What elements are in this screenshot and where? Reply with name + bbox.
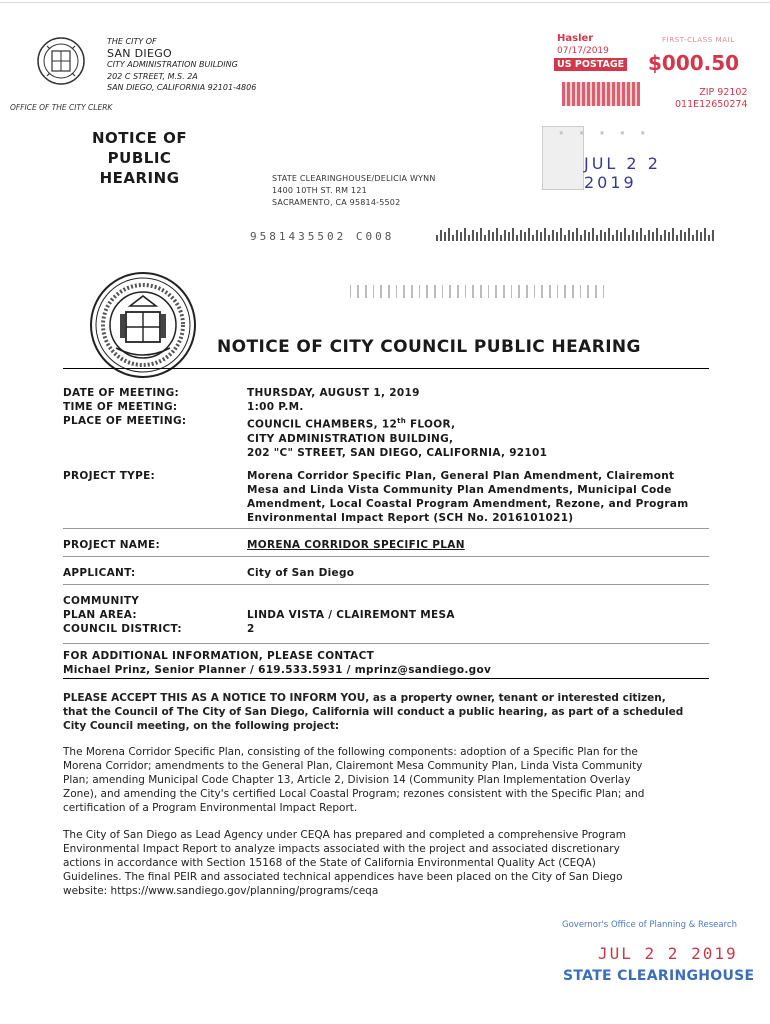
- postal-bar: [636, 232, 638, 241]
- ceqa-paragraph: [63, 828, 709, 898]
- place-label: PLACE OF MEETING:: [63, 415, 187, 427]
- gray-bar: [526, 285, 528, 298]
- notice-heading-left: [92, 128, 187, 188]
- place-value-1sup: th: [397, 417, 406, 425]
- gray-bar: [403, 285, 405, 298]
- ceqa-line-2: Environmental Impact Report to analyze impacts associated with the project and associated discretionary: [63, 843, 620, 855]
- postal-bar: [504, 230, 506, 241]
- postal-bar: [476, 232, 478, 241]
- gray-bar: [388, 285, 390, 298]
- postal-barcode: [436, 228, 722, 241]
- postal-bar: [460, 232, 462, 241]
- gray-bar: [603, 285, 604, 298]
- recipient-address: [272, 173, 436, 209]
- postal-bar: [528, 228, 530, 241]
- date-value: THURSDAY, AUGUST 1, 2019: [247, 387, 420, 399]
- postage-zip-code: ZIP 92102: [699, 87, 748, 98]
- postal-bar: [612, 235, 614, 241]
- notice-line-2: PUBLIC: [107, 149, 172, 167]
- postal-bar: [520, 230, 522, 241]
- city-seal-icon: [88, 270, 198, 380]
- postal-bar: [524, 232, 526, 241]
- postal-bar: [500, 235, 502, 241]
- gray-bar: [534, 285, 535, 298]
- community-label-2: PLAN AREA:: [63, 609, 137, 621]
- postal-bar: [596, 235, 598, 241]
- postal-bar: [568, 230, 570, 241]
- opr-clearinghouse: STATE CLEARINGHOUSE: [563, 968, 755, 984]
- postal-bar: [664, 230, 666, 241]
- gray-bar: [541, 285, 543, 298]
- recipient-line-1: STATE CLEARINGHOUSE/DELICIA WYNN: [272, 174, 436, 183]
- stamp-faded-text: · · · · ·: [558, 124, 650, 144]
- city-name-text: SAN DIEGO: [107, 46, 172, 60]
- gray-bar: [465, 285, 466, 298]
- postal-bar: [608, 228, 610, 241]
- postal-bar: [692, 235, 694, 241]
- recipient-line-2: 1400 10TH ST. RM 121: [272, 186, 367, 195]
- postal-bar: [700, 232, 702, 241]
- postal-bar: [672, 228, 674, 241]
- postal-bar: [600, 230, 602, 241]
- postal-bar: [644, 235, 646, 241]
- gray-bar: [411, 285, 413, 298]
- postal-bar: [512, 228, 514, 241]
- description-paragraph: [63, 745, 709, 815]
- postal-bar: [624, 228, 626, 241]
- postal-bar: [676, 235, 678, 241]
- place-value-2: CITY ADMINISTRATION BUILDING,: [247, 432, 454, 445]
- postal-bar: [560, 228, 562, 241]
- postage-meter-code: 011E12650274: [675, 99, 748, 110]
- postal-bar: [452, 235, 454, 241]
- opr-office-text: Governor's Office of Planning & Research: [562, 920, 737, 930]
- postal-bar: [604, 232, 606, 241]
- gray-bar: [564, 285, 566, 298]
- ceqa-line-3: actions in accordance with Section 15168 of the State of California Environmental Quality Act (CEQA): [63, 857, 596, 869]
- project-type-line-2: Mesa and Linda Vista Community Plan Amendments, Municipal Code: [247, 484, 672, 496]
- gray-bar: [488, 285, 489, 298]
- postage-indicia-block: [562, 82, 640, 106]
- gray-bar: [365, 285, 367, 298]
- project-type-value: [247, 469, 689, 525]
- postal-bar: [540, 232, 542, 241]
- gray-barcode: [350, 285, 722, 298]
- postal-bar: [616, 230, 618, 241]
- gray-bar: [457, 285, 459, 298]
- gray-bar: [480, 285, 482, 298]
- applicant-value: City of San Diego: [247, 567, 355, 579]
- postage-amount: $000.50: [648, 51, 740, 75]
- ceqa-line-5: website: https://www.sandiego.gov/planning/programs/ceqa: [63, 885, 379, 897]
- postal-bar: [440, 230, 442, 241]
- gray-bar: [503, 285, 505, 298]
- gray-bar: [419, 285, 420, 298]
- postage-class: FIRST-CLASS MAIL: [662, 36, 735, 44]
- postal-bar: [532, 235, 534, 241]
- ceqa-line-1: The City of San Diego as Lead Agency under CEQA has prepared and completed a comprehensive Program: [63, 829, 626, 841]
- section-rule-1: [63, 528, 709, 529]
- postal-bar: [704, 228, 706, 241]
- postal-bar: [516, 235, 518, 241]
- postal-bar: [544, 228, 546, 241]
- notice-title: NOTICE OF CITY COUNCIL PUBLIC HEARING: [217, 337, 641, 357]
- gray-bar: [380, 285, 382, 298]
- gray-bar: [434, 285, 436, 298]
- postal-bar: [480, 228, 482, 241]
- postage-date: 07/17/2019: [557, 46, 609, 56]
- postal-bar: [484, 235, 486, 241]
- community-label-3: COUNCIL DISTRICT:: [63, 623, 182, 635]
- contact-block: [63, 649, 491, 677]
- barcode-number: 9581435502 C008: [250, 230, 395, 243]
- postage-zip: [675, 87, 748, 111]
- gray-bar: [396, 285, 397, 298]
- gray-bar: [595, 285, 597, 298]
- place-value-3: 202 "C" STREET, SAN DIEGO, CALIFORNIA, 92101: [247, 446, 548, 459]
- postal-bar: [564, 235, 566, 241]
- postal-bar: [576, 228, 578, 241]
- section-rule-2: [63, 556, 709, 557]
- project-type-line-4: Environmental Impact Report (SCH No. 2016101021): [247, 512, 574, 524]
- time-value: 1:00 P.M.: [247, 401, 304, 413]
- contact-rule: [63, 678, 709, 679]
- gray-bar: [426, 285, 428, 298]
- project-type-line-3: Amendment, Local Coastal Program Amendment, Rezone, and Program: [247, 498, 689, 510]
- title-rule: [63, 368, 709, 369]
- applicant-label: APPLICANT:: [63, 567, 136, 579]
- us-postage-label: US POSTAGE: [554, 58, 627, 71]
- postal-bar: [492, 232, 494, 241]
- gray-bar: [549, 285, 551, 298]
- postal-bar: [572, 232, 574, 241]
- ceqa-line-4: Guidelines. The final PEIR and associated technical appendices have been placed on the City of San Diego: [63, 871, 623, 883]
- city-zip-text: SAN DIEGO, CALIFORNIA 92101-4806: [107, 83, 257, 92]
- section-rule-4: [63, 643, 709, 644]
- opr-date: JUL 2 2 2019: [598, 944, 738, 963]
- postal-bar: [688, 228, 690, 241]
- city-seal-small-icon: [36, 36, 86, 86]
- community-labels: [63, 594, 182, 636]
- notice-line-3: HEARING: [99, 169, 180, 187]
- postal-bar: [456, 230, 458, 241]
- postal-bar: [652, 232, 654, 241]
- postal-bar: [436, 235, 438, 241]
- postal-bar: [668, 232, 670, 241]
- plan-area-value: LINDA VISTA / CLAIREMONT MESA: [247, 609, 455, 621]
- postal-bar: [556, 232, 558, 241]
- postage-brand: Hasler: [557, 33, 594, 44]
- description-line-1: The Morena Corridor Specific Plan, consisting of the following components: adoption of a Specific Plan for the: [63, 746, 638, 758]
- postal-bar: [444, 232, 446, 241]
- postal-bar: [628, 235, 630, 241]
- place-value-1: [247, 414, 547, 432]
- contact-heading: FOR ADDITIONAL INFORMATION, PLEASE CONTACT: [63, 650, 375, 662]
- gray-bar: [572, 285, 574, 298]
- description-line-5: certification of a Program Environmental Impact Report.: [63, 802, 358, 814]
- postal-bar: [472, 230, 474, 241]
- recipient-line-3: SACRAMENTO, CA 95814-5502: [272, 198, 401, 207]
- building-text: CITY ADMINISTRATION BUILDING: [107, 60, 238, 69]
- postal-bar: [648, 230, 650, 241]
- postal-bar: [468, 235, 470, 241]
- notice-para-line-1: PLEASE ACCEPT THIS AS A NOTICE TO INFORM YOU, as a property owner, tenant or interested citizen,: [63, 692, 666, 704]
- postal-bar: [684, 232, 686, 241]
- project-type-line-1: Morena Corridor Specific Plan, General Plan Amendment, Clairemont: [247, 470, 675, 482]
- project-type-label: PROJECT TYPE:: [63, 470, 156, 482]
- project-name-label: PROJECT NAME:: [63, 539, 160, 551]
- clerk-office-text: OFFICE OF THE CITY CLERK: [10, 103, 113, 112]
- received-date: JUL 2 2 2019: [584, 154, 661, 192]
- description-line-3: Plan; amending Municipal Code Chapter 13, Article 2, Division 14 (Community Plan Implementation Overlay: [63, 774, 631, 786]
- gray-bar: [518, 285, 520, 298]
- postal-bar: [448, 228, 450, 241]
- postal-bar: [584, 230, 586, 241]
- top-edge-line: [0, 2, 770, 3]
- postal-bar: [696, 230, 698, 241]
- gray-bar: [472, 285, 474, 298]
- postal-bar: [640, 228, 642, 241]
- meeting-labels: [63, 386, 186, 428]
- postal-bar: [592, 228, 594, 241]
- postal-bar: [548, 235, 550, 241]
- postal-bar: [488, 230, 490, 241]
- section-rule-3: [63, 584, 709, 585]
- postal-bar: [464, 228, 466, 241]
- gray-bar: [495, 285, 497, 298]
- meeting-values: [247, 386, 547, 460]
- notice-para-line-2: that the Council of The City of San Diego, California will conduct a public hearing, as part of a scheduled: [63, 706, 684, 718]
- gray-bar: [449, 285, 451, 298]
- street-text: 202 C STREET, M.S. 2A: [107, 71, 198, 81]
- gray-bar: [350, 285, 351, 298]
- city-letterhead: [107, 36, 256, 94]
- postal-bar: [712, 230, 714, 241]
- description-line-4: Zone), and amending the City's certified Local Coastal Program; rezones consistent with the Specific Plan; and: [63, 788, 645, 800]
- gray-bar: [587, 285, 589, 298]
- city-of-text: THE CITY OF: [107, 37, 157, 46]
- place-value-1a: COUNCIL CHAMBERS, 12: [247, 418, 398, 431]
- postal-bar: [588, 232, 590, 241]
- contact-person: Michael Prinz, Senior Planner / 619.533.5931 / mprinz@sandiego.gov: [63, 664, 492, 676]
- received-stamp: [540, 124, 690, 198]
- postal-bar: [660, 235, 662, 241]
- postal-bar: [552, 230, 554, 241]
- postal-bar: [708, 235, 710, 241]
- gray-bar: [580, 285, 581, 298]
- gray-bar: [373, 285, 374, 298]
- notice-paragraph: [63, 691, 709, 733]
- council-district-value: 2: [247, 623, 255, 635]
- postal-bar: [580, 235, 582, 241]
- community-label-1: COMMUNITY: [63, 595, 140, 607]
- postal-bar: [496, 228, 498, 241]
- project-name-value: MORENA CORRIDOR SPECIFIC PLAN: [247, 539, 465, 551]
- description-line-2: Morena Corridor; amendments to the General Plan, Clairemont Mesa Community Plan, Linda Vista Community: [63, 760, 643, 772]
- postal-bar: [508, 232, 510, 241]
- notice-para-line-3: City Council meeting, on the following project:: [63, 720, 340, 732]
- time-label: TIME OF MEETING:: [63, 401, 178, 413]
- notice-line-1: NOTICE OF: [92, 129, 188, 147]
- gray-bar: [557, 285, 558, 298]
- community-values: [247, 608, 455, 636]
- place-value-1b: FLOOR,: [406, 418, 456, 431]
- gray-bar: [442, 285, 443, 298]
- postal-bar: [632, 230, 634, 241]
- gray-bar: [511, 285, 512, 298]
- date-label: DATE OF MEETING:: [63, 387, 180, 399]
- postal-bar: [620, 232, 622, 241]
- gray-bar: [357, 285, 359, 298]
- postal-bar: [656, 228, 658, 241]
- postal-bar: [680, 230, 682, 241]
- postal-bar: [536, 230, 538, 241]
